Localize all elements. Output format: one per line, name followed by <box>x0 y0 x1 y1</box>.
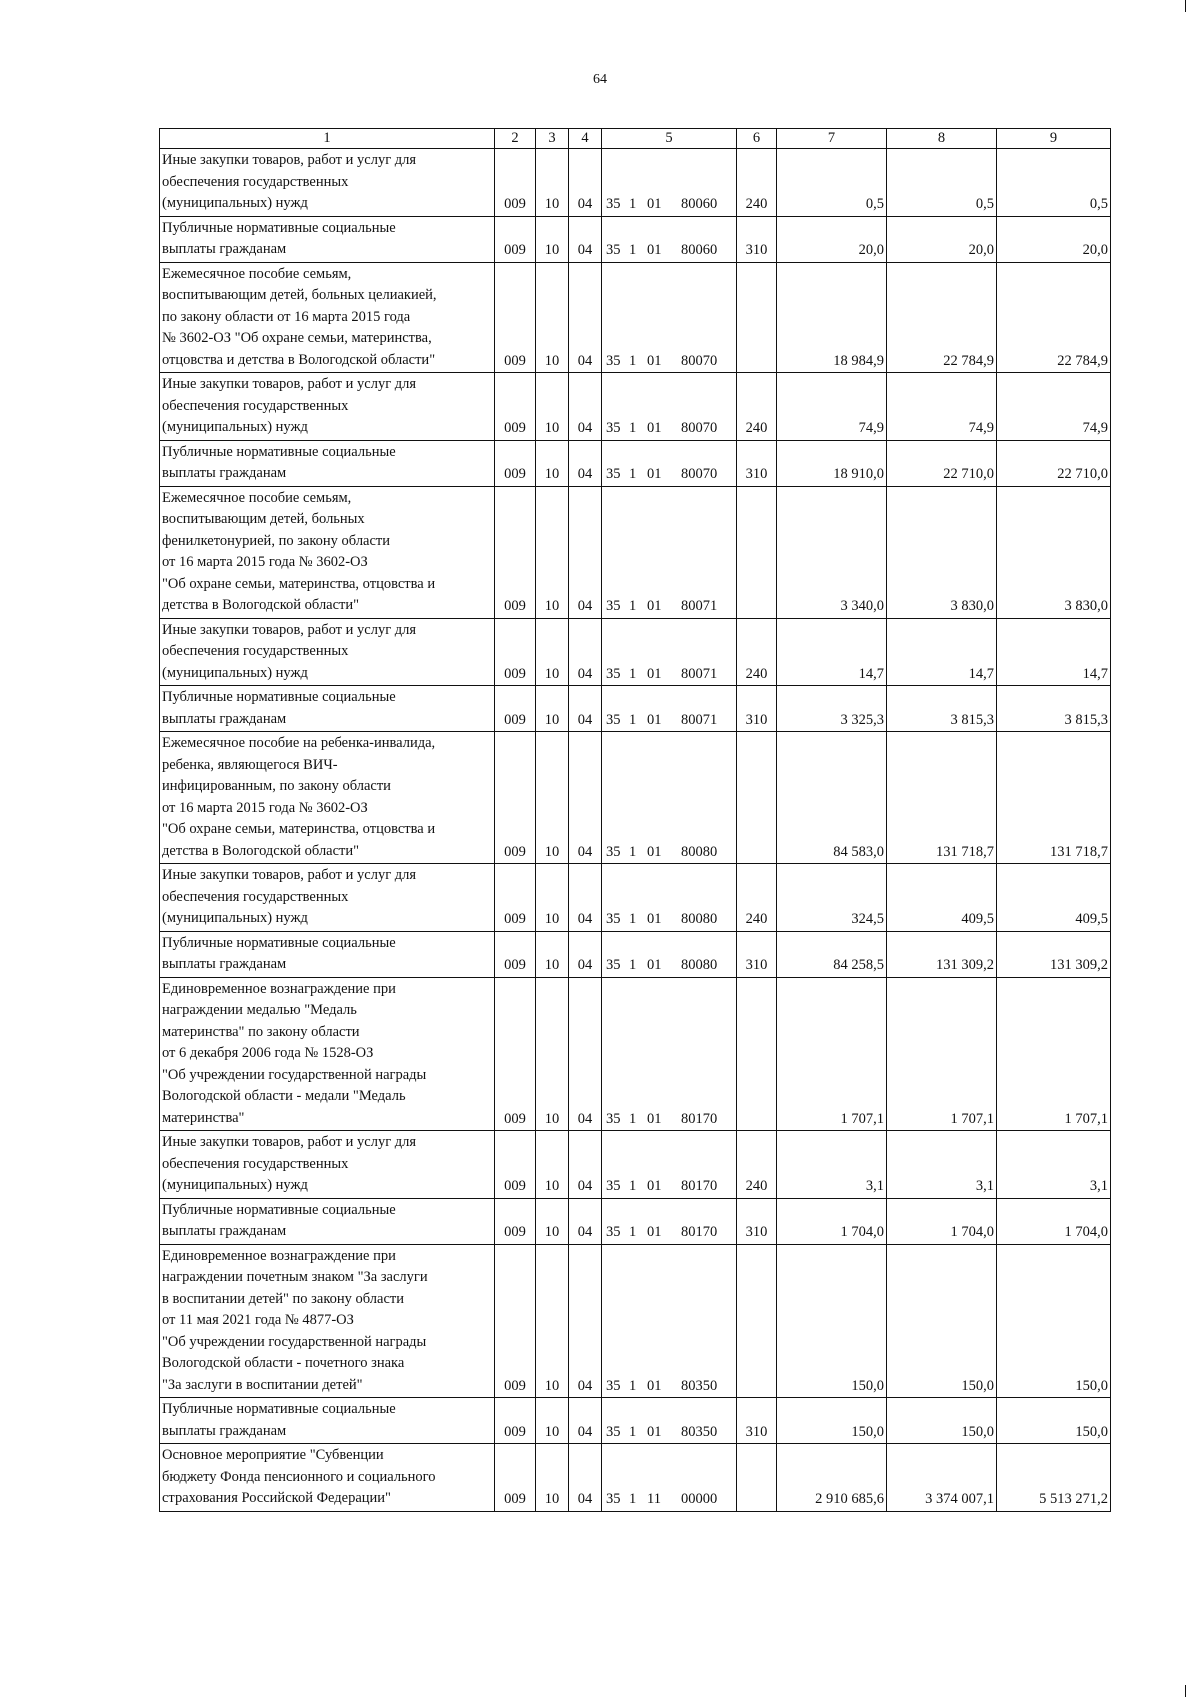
row-name-cell: Иные закупки товаров, работ и услуг для обеспечения государственных (муниципальных) нужд <box>160 373 495 441</box>
program-code: 35 <box>606 420 621 436</box>
target-article-cell <box>602 864 737 932</box>
expense-type-cell: 310 <box>737 1198 777 1244</box>
amount-year-3-cell: 150,0 <box>997 1244 1111 1398</box>
column-header: 8 <box>887 129 997 149</box>
row-name-cell: Иные закупки товаров, работ и услуг для обеспечения государственных (муниципальных) нужд <box>160 1131 495 1199</box>
expense-type-cell <box>737 486 777 618</box>
subprogram-code: 1 <box>629 1377 637 1394</box>
scan-edge-mark <box>1185 0 1186 12</box>
table-row <box>160 618 1111 686</box>
expense-type-cell: 240 <box>737 373 777 441</box>
row-name-cell: Публичные нормативные социальные выплаты гражданам <box>160 440 495 486</box>
amount-year-1-cell: 324,5 <box>777 864 887 932</box>
target-article-cell <box>602 977 737 1131</box>
subsection-code-cell: 04 <box>569 977 602 1131</box>
table-row <box>160 1244 1111 1398</box>
section-code-cell: 10 <box>536 1444 569 1512</box>
direction-code: 80071 <box>681 665 718 682</box>
activity-code: 01 <box>647 957 662 973</box>
amount-year-1-cell: 1 707,1 <box>777 977 887 1131</box>
direction-code: 80080 <box>681 843 718 860</box>
row-name-cell: Единовременное вознаграждение при награждении медалью "Медаль материнства" по закону области от 6 декабря 2006 года № 1528-ОЗ "Об учреждении государственной награды Вологодской области - медали "Медаль материнства" <box>160 977 495 1131</box>
program-code: 35 <box>606 1491 621 1507</box>
row-name-cell: Публичные нормативные социальные выплаты гражданам <box>160 1198 495 1244</box>
expense-type-cell: 310 <box>737 1398 777 1444</box>
amount-year-1-cell: 14,7 <box>777 618 887 686</box>
activity-code: 01 <box>647 665 662 682</box>
target-article-cell <box>602 1398 737 1444</box>
amount-year-2-cell: 3,1 <box>887 1131 997 1199</box>
amount-year-2-cell: 3 374 007,1 <box>887 1444 997 1512</box>
table-row <box>160 1398 1111 1444</box>
subsection-code-cell: 04 <box>569 440 602 486</box>
amount-year-3-cell: 1 704,0 <box>997 1198 1111 1244</box>
grbs-code-cell: 009 <box>495 486 536 618</box>
grbs-code-cell: 009 <box>495 216 536 262</box>
activity-code: 01 <box>647 1377 662 1394</box>
direction-code: 80070 <box>681 420 718 436</box>
subsection-code-cell: 04 <box>569 262 602 373</box>
activity-code: 01 <box>647 911 662 927</box>
column-header: 9 <box>997 129 1111 149</box>
grbs-code-cell: 009 <box>495 1131 536 1199</box>
activity-code: 01 <box>647 843 662 860</box>
table-row <box>160 216 1111 262</box>
column-header: 3 <box>536 129 569 149</box>
program-code: 35 <box>606 242 621 258</box>
subprogram-code: 1 <box>629 598 637 614</box>
direction-code: 80071 <box>681 598 718 614</box>
activity-code: 01 <box>647 242 662 258</box>
amount-year-1-cell: 74,9 <box>777 373 887 441</box>
amount-year-2-cell: 20,0 <box>887 216 997 262</box>
subsection-code-cell: 04 <box>569 1131 602 1199</box>
amount-year-3-cell: 74,9 <box>997 373 1111 441</box>
target-article-cell <box>602 1244 737 1398</box>
table-row <box>160 1131 1111 1199</box>
amount-year-2-cell: 14,7 <box>887 618 997 686</box>
amount-year-1-cell: 2 910 685,6 <box>777 1444 887 1512</box>
subsection-code-cell: 04 <box>569 618 602 686</box>
amount-year-1-cell: 0,5 <box>777 149 887 217</box>
column-header: 7 <box>777 129 887 149</box>
page-number: 64 <box>593 72 607 87</box>
program-code: 35 <box>606 843 621 860</box>
expense-type-cell <box>737 977 777 1131</box>
section-code-cell: 10 <box>536 864 569 932</box>
amount-year-2-cell: 150,0 <box>887 1244 997 1398</box>
section-code-cell: 10 <box>536 149 569 217</box>
subsection-code-cell: 04 <box>569 1444 602 1512</box>
budget-table <box>159 128 1111 1512</box>
amount-year-2-cell: 409,5 <box>887 864 997 932</box>
direction-code: 80170 <box>681 1110 718 1127</box>
amount-year-2-cell: 74,9 <box>887 373 997 441</box>
amount-year-3-cell: 22 784,9 <box>997 262 1111 373</box>
section-code-cell: 10 <box>536 977 569 1131</box>
grbs-code-cell: 009 <box>495 931 536 977</box>
subprogram-code: 1 <box>629 466 637 482</box>
amount-year-2-cell: 22 710,0 <box>887 440 997 486</box>
target-article-cell <box>602 686 737 732</box>
section-code-cell: 10 <box>536 686 569 732</box>
row-name-cell: Ежемесячное пособие семьям, воспитывающим детей, больных фенилкетонурией, по закону области от 16 марта 2015 года № 3602-ОЗ "Об охране семьи, материнства, отцовства и детства в Вологодской области" <box>160 486 495 618</box>
subprogram-code: 1 <box>629 957 637 973</box>
subsection-code-cell: 04 <box>569 1398 602 1444</box>
direction-code: 80060 <box>681 196 718 212</box>
subprogram-code: 1 <box>629 420 637 436</box>
program-code: 35 <box>606 1110 621 1127</box>
amount-year-3-cell: 5 513 271,2 <box>997 1444 1111 1512</box>
activity-code: 01 <box>647 1110 662 1127</box>
direction-code: 80070 <box>681 466 718 482</box>
subprogram-code: 1 <box>629 1491 637 1507</box>
subsection-code-cell: 04 <box>569 149 602 217</box>
row-name-cell: Иные закупки товаров, работ и услуг для обеспечения государственных (муниципальных) нужд <box>160 864 495 932</box>
program-code: 35 <box>606 352 621 369</box>
direction-code: 80060 <box>681 242 718 258</box>
target-article-cell <box>602 732 737 864</box>
section-code-cell: 10 <box>536 732 569 864</box>
direction-code: 80080 <box>681 957 718 973</box>
subprogram-code: 1 <box>629 665 637 682</box>
amount-year-1-cell: 150,0 <box>777 1398 887 1444</box>
grbs-code-cell: 009 <box>495 732 536 864</box>
expense-type-cell: 310 <box>737 440 777 486</box>
target-article-cell <box>602 216 737 262</box>
table-row <box>160 262 1111 373</box>
section-code-cell: 10 <box>536 373 569 441</box>
expense-type-cell <box>737 1444 777 1512</box>
amount-year-2-cell: 1 704,0 <box>887 1198 997 1244</box>
program-code: 35 <box>606 1377 621 1394</box>
subprogram-code: 1 <box>629 242 637 258</box>
table-row <box>160 864 1111 932</box>
subprogram-code: 1 <box>629 196 637 212</box>
subsection-code-cell: 04 <box>569 686 602 732</box>
grbs-code-cell: 009 <box>495 1198 536 1244</box>
grbs-code-cell: 009 <box>495 373 536 441</box>
activity-code: 01 <box>647 1423 662 1440</box>
column-header: 2 <box>495 129 536 149</box>
activity-code: 01 <box>647 352 662 369</box>
direction-code: 80350 <box>681 1377 718 1394</box>
amount-year-3-cell: 150,0 <box>997 1398 1111 1444</box>
amount-year-3-cell: 131 718,7 <box>997 732 1111 864</box>
subsection-code-cell: 04 <box>569 373 602 441</box>
column-header: 4 <box>569 129 602 149</box>
program-code: 35 <box>606 911 621 927</box>
subprogram-code: 1 <box>629 843 637 860</box>
scan-edge-mark <box>1185 1685 1186 1697</box>
row-name-cell: Ежемесячное пособие на ребенка-инвалида, ребенка, являющегося ВИЧ- инфицированным, по закону области от 16 марта 2015 года № 3602-ОЗ "Об охране семьи, материнства, отцовства и детства в Вологодской области" <box>160 732 495 864</box>
expense-type-cell <box>737 732 777 864</box>
amount-year-1-cell: 3 325,3 <box>777 686 887 732</box>
program-code: 35 <box>606 1178 621 1194</box>
table-row <box>160 1198 1111 1244</box>
amount-year-2-cell: 3 815,3 <box>887 686 997 732</box>
grbs-code-cell: 009 <box>495 686 536 732</box>
subsection-code-cell: 04 <box>569 216 602 262</box>
subprogram-code: 1 <box>629 1110 637 1127</box>
table-row <box>160 977 1111 1131</box>
amount-year-1-cell: 84 258,5 <box>777 931 887 977</box>
table-row <box>160 440 1111 486</box>
amount-year-2-cell: 1 707,1 <box>887 977 997 1131</box>
amount-year-3-cell: 14,7 <box>997 618 1111 686</box>
amount-year-3-cell: 1 707,1 <box>997 977 1111 1131</box>
section-code-cell: 10 <box>536 486 569 618</box>
target-article-cell <box>602 486 737 618</box>
subsection-code-cell: 04 <box>569 732 602 864</box>
target-article-cell <box>602 1444 737 1512</box>
subsection-code-cell: 04 <box>569 486 602 618</box>
target-article-cell <box>602 149 737 217</box>
subprogram-code: 1 <box>629 1178 637 1194</box>
direction-code: 80170 <box>681 1178 718 1194</box>
amount-year-2-cell: 3 830,0 <box>887 486 997 618</box>
table-row <box>160 149 1111 217</box>
amount-year-1-cell: 20,0 <box>777 216 887 262</box>
expense-type-cell <box>737 262 777 373</box>
expense-type-cell: 240 <box>737 1131 777 1199</box>
section-code-cell: 10 <box>536 216 569 262</box>
subprogram-code: 1 <box>629 911 637 927</box>
activity-code: 01 <box>647 1178 662 1194</box>
grbs-code-cell: 009 <box>495 1244 536 1398</box>
grbs-code-cell: 009 <box>495 1444 536 1512</box>
table-row <box>160 686 1111 732</box>
table-row <box>160 732 1111 864</box>
section-code-cell: 10 <box>536 618 569 686</box>
target-article-cell <box>602 931 737 977</box>
amount-year-2-cell: 22 784,9 <box>887 262 997 373</box>
program-code: 35 <box>606 711 621 728</box>
column-header: 6 <box>737 129 777 149</box>
row-name-cell: Основное мероприятие "Субвенции бюджету Фонда пенсионного и социального страхования Российской Федерации" <box>160 1444 495 1512</box>
section-code-cell: 10 <box>536 1398 569 1444</box>
amount-year-2-cell: 131 718,7 <box>887 732 997 864</box>
subsection-code-cell: 04 <box>569 1244 602 1398</box>
table-row <box>160 486 1111 618</box>
target-article-cell <box>602 262 737 373</box>
amount-year-1-cell: 84 583,0 <box>777 732 887 864</box>
amount-year-2-cell: 131 309,2 <box>887 931 997 977</box>
amount-year-1-cell: 3 340,0 <box>777 486 887 618</box>
grbs-code-cell: 009 <box>495 1398 536 1444</box>
subsection-code-cell: 04 <box>569 1198 602 1244</box>
direction-code: 00000 <box>681 1491 718 1507</box>
direction-code: 80170 <box>681 1224 718 1240</box>
activity-code: 01 <box>647 420 662 436</box>
program-code: 35 <box>606 196 621 212</box>
section-code-cell: 10 <box>536 1244 569 1398</box>
row-name-cell: Ежемесячное пособие семьям, воспитывающим детей, больных целиакией, по закону области от 16 марта 2015 года № 3602-ОЗ "Об охране семьи, материнства, отцовства и детства в Вологодской области" <box>160 262 495 373</box>
amount-year-3-cell: 22 710,0 <box>997 440 1111 486</box>
program-code: 35 <box>606 466 621 482</box>
amount-year-1-cell: 1 704,0 <box>777 1198 887 1244</box>
activity-code: 01 <box>647 196 662 212</box>
amount-year-2-cell: 0,5 <box>887 149 997 217</box>
row-name-cell: Единовременное вознаграждение при награждении почетным знаком "За заслуги в воспитании детей" по закону области от 11 мая 2021 года № 4877-ОЗ "Об учреждении государственной награды Вологодской области - почетного знака "За заслуги в воспитании детей" <box>160 1244 495 1398</box>
section-code-cell: 10 <box>536 440 569 486</box>
grbs-code-cell: 009 <box>495 262 536 373</box>
row-name-cell: Публичные нормативные социальные выплаты гражданам <box>160 931 495 977</box>
grbs-code-cell: 009 <box>495 440 536 486</box>
table-row <box>160 931 1111 977</box>
target-article-cell <box>602 373 737 441</box>
section-code-cell: 10 <box>536 1131 569 1199</box>
row-name-cell: Публичные нормативные социальные выплаты гражданам <box>160 216 495 262</box>
subprogram-code: 1 <box>629 352 637 369</box>
subsection-code-cell: 04 <box>569 864 602 932</box>
subprogram-code: 1 <box>629 1224 637 1240</box>
program-code: 35 <box>606 1224 621 1240</box>
expense-type-cell <box>737 1244 777 1398</box>
target-article-cell <box>602 1198 737 1244</box>
grbs-code-cell: 009 <box>495 618 536 686</box>
program-code: 35 <box>606 1423 621 1440</box>
column-number-row <box>160 129 1111 149</box>
direction-code: 80070 <box>681 352 718 369</box>
activity-code: 01 <box>647 466 662 482</box>
amount-year-3-cell: 3 830,0 <box>997 486 1111 618</box>
amount-year-3-cell: 0,5 <box>997 149 1111 217</box>
amount-year-2-cell: 150,0 <box>887 1398 997 1444</box>
row-name-cell: Публичные нормативные социальные выплаты гражданам <box>160 1398 495 1444</box>
program-code: 35 <box>606 957 621 973</box>
activity-code: 11 <box>647 1491 661 1507</box>
subsection-code-cell: 04 <box>569 931 602 977</box>
program-code: 35 <box>606 665 621 682</box>
direction-code: 80080 <box>681 911 718 927</box>
expense-type-cell: 240 <box>737 618 777 686</box>
column-header: 1 <box>160 129 495 149</box>
activity-code: 01 <box>647 711 662 728</box>
row-name-cell: Публичные нормативные социальные выплаты гражданам <box>160 686 495 732</box>
amount-year-3-cell: 409,5 <box>997 864 1111 932</box>
amount-year-1-cell: 18 984,9 <box>777 262 887 373</box>
target-article-cell <box>602 618 737 686</box>
program-code: 35 <box>606 598 621 614</box>
activity-code: 01 <box>647 598 662 614</box>
expense-type-cell: 310 <box>737 216 777 262</box>
expense-type-cell: 240 <box>737 149 777 217</box>
target-article-cell <box>602 1131 737 1199</box>
amount-year-3-cell: 20,0 <box>997 216 1111 262</box>
expense-type-cell: 310 <box>737 686 777 732</box>
subprogram-code: 1 <box>629 711 637 728</box>
expense-type-cell: 240 <box>737 864 777 932</box>
grbs-code-cell: 009 <box>495 864 536 932</box>
table-body <box>160 149 1111 1512</box>
row-name-cell: Иные закупки товаров, работ и услуг для обеспечения государственных (муниципальных) нужд <box>160 149 495 217</box>
activity-code: 01 <box>647 1224 662 1240</box>
expense-type-cell: 310 <box>737 931 777 977</box>
section-code-cell: 10 <box>536 262 569 373</box>
direction-code: 80350 <box>681 1423 718 1440</box>
amount-year-3-cell: 3,1 <box>997 1131 1111 1199</box>
section-code-cell: 10 <box>536 1198 569 1244</box>
table-row <box>160 1444 1111 1512</box>
column-header: 5 <box>602 129 737 149</box>
amount-year-1-cell: 18 910,0 <box>777 440 887 486</box>
amount-year-1-cell: 3,1 <box>777 1131 887 1199</box>
grbs-code-cell: 009 <box>495 977 536 1131</box>
table-row <box>160 373 1111 441</box>
amount-year-3-cell: 131 309,2 <box>997 931 1111 977</box>
target-article-cell <box>602 440 737 486</box>
section-code-cell: 10 <box>536 931 569 977</box>
grbs-code-cell: 009 <box>495 149 536 217</box>
amount-year-1-cell: 150,0 <box>777 1244 887 1398</box>
amount-year-3-cell: 3 815,3 <box>997 686 1111 732</box>
subprogram-code: 1 <box>629 1423 637 1440</box>
row-name-cell: Иные закупки товаров, работ и услуг для обеспечения государственных (муниципальных) нужд <box>160 618 495 686</box>
direction-code: 80071 <box>681 711 718 728</box>
